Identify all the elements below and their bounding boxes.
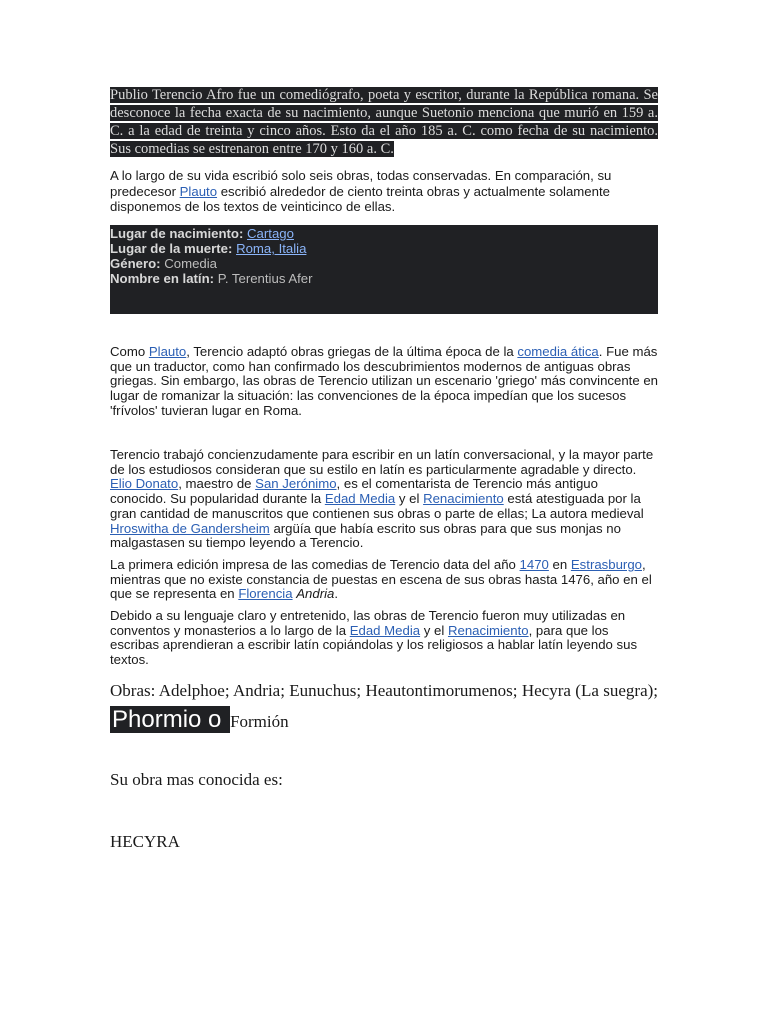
text: , mientras que no existe constancia de puestas en escena de sus obras hasta 1476, año en el que se representa en	[110, 557, 652, 602]
adaptation-paragraph	[110, 345, 658, 419]
style-paragraph	[110, 448, 658, 551]
best-known-work: HECYRA	[110, 832, 180, 851]
text: y el	[420, 622, 448, 638]
infobox-row-latin	[110, 271, 658, 286]
death-label: Lugar de la muerte:	[110, 241, 233, 256]
infobox-row-death	[110, 241, 658, 256]
link-san-jeronimo[interactable]: San Jerónimo	[255, 476, 337, 492]
text: , para que los escribas aprendieran a escribir latín copiándolas y los religiosos a hablar latín leyendo sus textos.	[110, 622, 638, 668]
infobox-row-birth	[110, 226, 658, 241]
best-known-label: Su obra mas conocida es:	[110, 770, 283, 789]
birth-label: Lugar de nacimiento:	[110, 226, 244, 241]
text: Obras: Adelphoe; Andria; Eunuchus; Heautontimorumenos; Hecyra (La suegra);	[110, 681, 658, 700]
latin-label: Nombre en latín:	[110, 271, 215, 286]
text: escribió alrededor de ciento treinta obras y actualmente solamente disponemos de los textos de veinticinco de ellas.	[110, 183, 610, 214]
text: , es el comentarista de Terencio más antiguo conocido. Su popularidad durante la	[110, 476, 598, 507]
text: en	[548, 557, 571, 572]
link-plauto[interactable]: Plauto	[179, 183, 218, 199]
link-elio-donato[interactable]: Elio Donato	[110, 476, 179, 492]
link-renacimiento[interactable]: Renacimiento	[423, 491, 504, 507]
genre-value: Comedia	[164, 256, 218, 271]
infobox-row-genre	[110, 256, 658, 271]
text: . Fue más que un traductor, como han confirmado los descubrimientos modernos de antiguas obras griegas. Sin embargo, las obras de Terencio utilizan un escenario 'griego' más convincente en lugar de romanizar la situación: las convenciones de la época impedían que los sucesos 'frívolos' tuvieran lugar en Roma.	[110, 344, 658, 418]
andria-title: Andria	[296, 586, 335, 602]
text: Terencio trabajó concienzudamente para escribir en un latín conversacional, y la mayor parte de los estudiosos consideran que su estilo en latín es particularmente agradable y directo.	[110, 447, 654, 477]
link-florencia[interactable]: Florencia	[238, 586, 293, 602]
genre-label: Género:	[110, 256, 161, 271]
latin-value: P. Terentius Afer	[217, 271, 313, 286]
link-roma[interactable]: Roma, Italia	[236, 241, 307, 256]
works-count-paragraph	[110, 168, 658, 215]
text: .	[334, 586, 339, 602]
link-edad-media[interactable]: Edad Media	[324, 491, 396, 507]
text: está atestiguada por la gran cantidad de manuscritos que contienen sus obras o parte de ellas; La autora medieval	[110, 491, 644, 521]
language-paragraph	[110, 609, 658, 668]
works-list	[110, 676, 658, 736]
intro-paragraph	[110, 86, 658, 158]
text: Formión	[230, 712, 289, 731]
text: Como	[110, 344, 149, 359]
text: La primera edición impresa de las comedias de Terencio data del año	[110, 557, 520, 572]
link-edad-media[interactable]: Edad Media	[349, 622, 421, 638]
link-cartago[interactable]: Cartago	[247, 226, 294, 241]
phormio-highlight: Phormio o	[112, 706, 229, 733]
text: A lo largo de su vida escribió solo seis obras, todas conservadas. En comparación, su predecesor	[110, 168, 612, 199]
link-renacimiento[interactable]: Renacimiento	[447, 622, 529, 638]
infobox	[110, 225, 658, 314]
intro-highlighted-text: Publio Terencio Afro fue un comediógrafo, poeta y escritor, durante la República romana. Se desconoce la fecha exacta de su nacimiento, aunque Suetonio menciona que murió en 159 a. C. a la edad de treinta y cinco años. Esto da el año 185 a. C. como fecha de su nacimiento. Sus comedias se estrenaron entre 170 y 160 a. C.	[110, 87, 658, 157]
edition-paragraph	[110, 558, 658, 602]
text: argüía que había escrito sus obras para que sus monjas no malgastasen su tiempo leyendo a Terencio.	[110, 520, 621, 551]
link-comedia-atica[interactable]: comedia ática	[517, 344, 599, 359]
link-plauto[interactable]: Plauto	[148, 344, 187, 359]
link-1470[interactable]: 1470	[519, 557, 549, 572]
text: Debido a su lenguaje claro y entretenido, las obras de Terencio fueron muy utilizadas en conventos y monasterios a lo largo de la	[110, 608, 626, 638]
link-estrasburgo[interactable]: Estrasburgo	[570, 557, 642, 572]
text: y el	[395, 491, 424, 507]
text: , maestro de	[178, 476, 256, 492]
text: , Terencio adaptó obras griegas de la última época de la	[186, 344, 518, 359]
link-hroswitha[interactable]: Hroswitha de Gandersheim	[110, 520, 270, 536]
